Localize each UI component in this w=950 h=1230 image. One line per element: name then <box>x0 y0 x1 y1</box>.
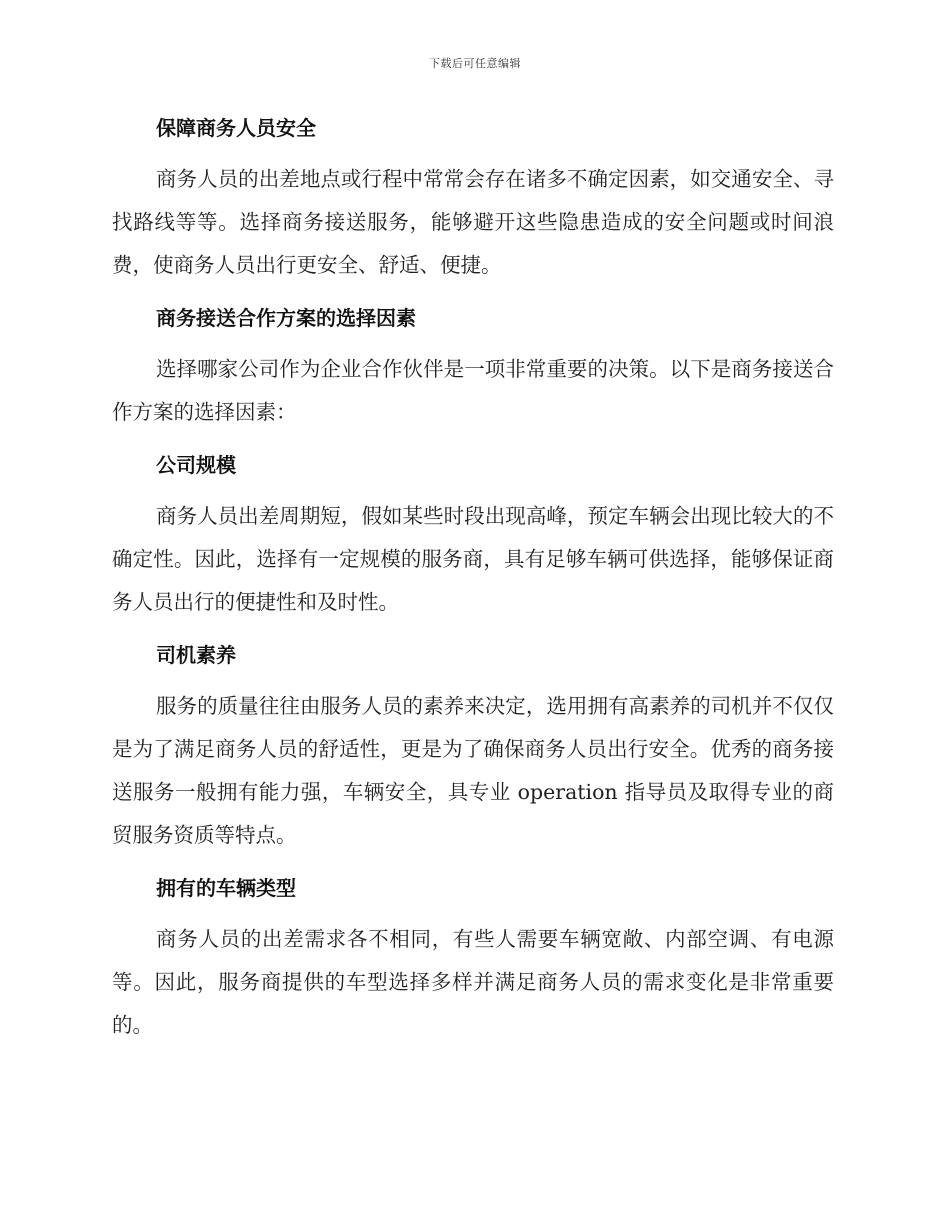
section-paragraph: 服务的质量往往由服务人员的素养来决定，选用拥有高素养的司机并不仅仅是为了满足商务人员的舒适性，更是为了确保商务人员出行安全。优秀的商务接送服务一般拥有能力强，车辆安全，具专业 operation 指导员及取得专业的商贸服务资质等特点。 <box>112 694 834 847</box>
section-paragraph: 商务人员的出差需求各不相同，有些人需要车辆宽敞、内部空调、有电源等。因此，服务商提供的车型选择多样并满足商务人员的需求变化是非常重要的。 <box>112 927 834 1037</box>
section-heading: 司机素养 <box>156 643 236 667</box>
section-heading: 保障商务人员安全 <box>156 116 316 140</box>
section-paragraph: 商务人员的出差地点或行程中常常会存在诸多不确定因素，如交通安全、寻找路线等等。选择商务接送服务，能够避开这些隐患造成的安全问题或时间浪费，使商务人员出行更安全、舒适、便捷。 <box>112 167 834 277</box>
page-header: 下载后可任意编辑 <box>429 57 521 70</box>
section-paragraph: 选择哪家公司作为企业合作伙伴是一项非常重要的决策。以下是商务接送合作方案的选择因素： <box>112 357 834 424</box>
section-heading: 拥有的车辆类型 <box>156 876 296 900</box>
section-heading: 商务接送合作方案的选择因素 <box>156 306 416 330</box>
section-paragraph: 商务人员出差周期短，假如某些时段出现高峰，预定车辆会出现比较大的不确定性。因此，选择有一定规模的服务商，具有足够车辆可供选择，能够保证商务人员出行的便捷性和及时性。 <box>112 504 834 614</box>
section-heading: 公司规模 <box>156 453 236 477</box>
document-body <box>112 108 834 1047</box>
